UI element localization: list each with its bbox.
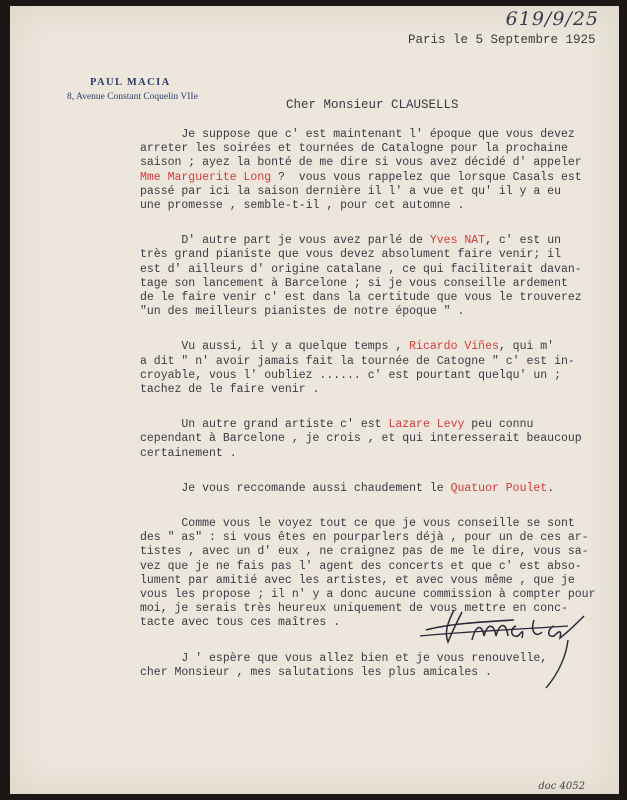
text-segment: vous les propose ; il n' y a donc aucune commission à compter pour [140,588,596,602]
text-segment: des " as" : si vous êtes en pourparlers déjà , pour un de ces ar- [140,531,589,545]
letter-line [140,291,620,305]
letter-line [140,185,620,199]
letter-line [140,383,620,397]
letter-line [140,560,620,574]
archive-annotation-top: 619/9/25 [505,8,599,30]
letter-line [140,128,620,142]
artist-name-highlight: Quatuor Poulet [450,481,548,495]
text-segment: . [547,481,555,495]
text-segment: D' autre part je vous avez parlé de [140,234,430,248]
text-segment: est d' ailleurs d' origine catalane , ce qui faciliterait davan- [140,262,582,276]
letter-line [140,305,620,319]
letter-line [140,432,620,446]
text-segment: saison ; ayez la bonté de me dire si vous avez décidé d' appeler [140,156,582,170]
text-segment: moi, je serais très heureux uniquement de vous mettre en conc- [140,602,568,616]
text-segment: Un autre grand artiste c' est [140,418,389,432]
archive-annotation-bottom: doc 4052 [538,781,585,792]
letter-paragraph [140,128,620,213]
letter-line [140,588,620,602]
text-segment: lument par amitié avec les artistes, et avec vous même , que je [140,573,575,587]
letter-line [140,248,620,262]
text-segment: croyable, vous l' oubliez ...... c' est pourtant quelqu' un ; [140,368,561,382]
text-segment: tacte avec tous ces maîtres . [140,616,341,630]
text-segment: a dit " n' avoir jamais fait la tournée de Catogne " c' est in- [140,354,575,368]
text-segment: arreter les soirées et tournées de Catalogne pour la prochaine [140,142,568,156]
text-segment: Comme vous le voyez tout ce que je vous conseille se sont [140,517,575,531]
letter-line [140,340,620,354]
letter-line [140,531,620,545]
letter-line [140,156,620,170]
letter-paragraph [140,234,620,319]
artist-name-highlight: Ricardo Viñes [409,340,499,354]
text-segment: ? vous vous rappelez que lorsque Casals est [271,170,582,184]
letter-line [140,482,620,496]
letter-line [140,447,620,461]
artist-name-highlight: Mme Marguerite Long [140,170,272,184]
text-segment: cependant à Barcelone , je crois , et qui interesserait beaucoup [140,432,582,446]
text-segment: une promesse , semble-t-il , pour cet automne . [140,199,465,213]
text-segment: "un des meilleurs pianistes de notre époque " . [140,305,465,319]
letter-line [140,277,620,291]
letter-line [140,199,620,213]
letter-line [140,142,620,156]
artist-name-highlight: Yves NAT [429,234,486,248]
text-segment: Je vous reccomande aussi chaudement le [140,481,451,495]
letter-line [140,171,620,185]
letter-line [140,517,620,531]
letter-line [140,545,620,559]
letter-line [140,355,620,369]
text-segment: vez que je ne fais pas l' agent des concerts et que c' est abso- [140,559,582,573]
letter-sheet [10,6,619,794]
letter-line [140,263,620,277]
letter-paragraph [140,418,620,461]
artist-name-highlight: Lazare Levy [388,418,465,432]
text-segment: peu connu [464,418,534,432]
letterhead-name: PAUL MACIA [90,77,171,88]
text-segment: J ' espère que vous allez bien et je vous renouvelle, [140,651,548,665]
letter-paragraph [140,482,620,496]
text-segment: tage son lancement à Barcelone ; si je vous conseille ardement [140,276,568,290]
letter-line [140,369,620,383]
text-segment: tistes , avec un d' eux , ne craignez pas de me le dire, vous sa- [140,545,589,559]
letter-line [140,418,620,432]
text-segment: , c' est un [485,234,561,248]
text-segment: certainement . [140,446,237,460]
salutation: Cher Monsieur CLAUSELLS [286,98,459,112]
text-segment: Vu aussi, il y a quelque temps , [140,340,410,354]
text-segment: Je suppose que c' est maintenant l' époque que vous devez [140,128,575,141]
text-segment: très grand pianiste que vous devez absolument faire venir; il [140,248,561,262]
text-segment: tachez de le faire venir . [140,383,320,397]
text-segment: passé par ici la saison dernière il l' a vue et qu' il y a eu [140,184,561,198]
text-segment: de le faire venir c' est dans la certitude que vous le trouverez [140,291,582,305]
text-segment: cher Monsieur , mes salutations les plus amicales . [140,665,492,679]
text-segment: , qui m' [498,340,555,354]
letterhead-address: 8, Avenue Constant Coquelin VIIe [67,92,198,102]
letter-line [140,574,620,588]
letter-line [140,234,620,248]
letter-date: Paris le 5 Septembre 1925 [408,33,596,47]
signature-image [418,602,598,692]
letter-paragraph [140,340,620,397]
